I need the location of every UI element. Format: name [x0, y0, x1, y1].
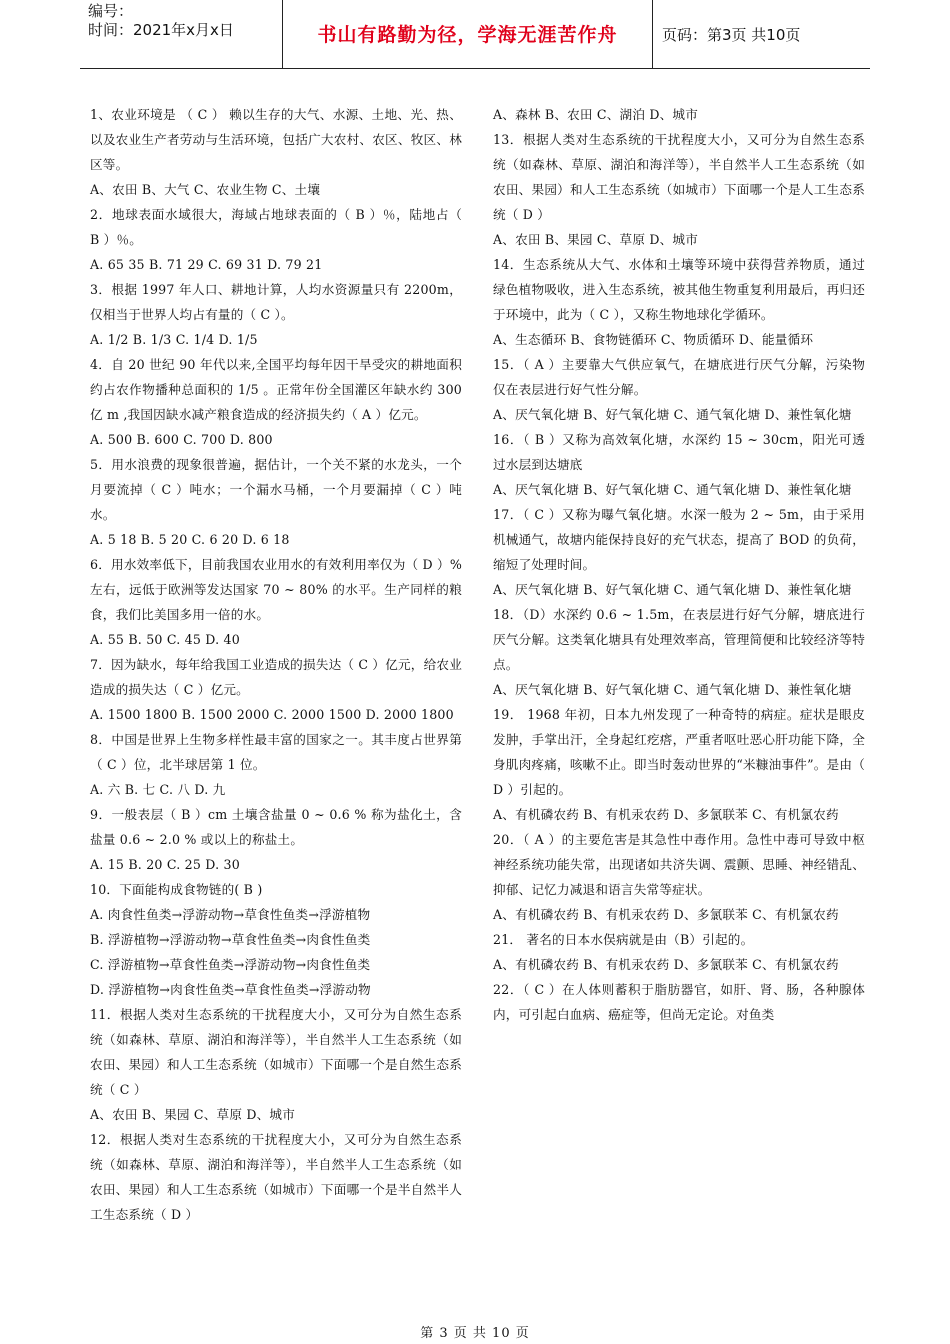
answer-options: A. 65 35 B. 71 29 C. 69 31 D. 79 21	[90, 257, 323, 272]
question-text: 2．地球表面水域很大，海域占地球表面的（ B ）％，陆地占（ B ）％。	[90, 207, 462, 247]
question-text: 12．根据人类对生态系统的干扰程度大小，又可分为自然生态系统（如森林、草原、湖泊和海洋等），半自然半人工生态系统（如农田、果园）和人工生态系统（如城市）下面哪一个是半自然半人工生态系统（ D ）	[90, 1132, 462, 1222]
answer-options: D. 浮游植物→肉食性鱼类→草食性鱼类→浮游动物	[90, 982, 371, 997]
answer-options: A、厌气氧化塘 B、好气氧化塘 C、通气氧化塘 D、兼性氧化塘	[493, 482, 852, 497]
answer-options: A、有机磷农药 B、有机汞农药 D、多氯联苯 C、有机氯农药	[493, 957, 839, 972]
number-label: 编号：	[88, 2, 134, 20]
answer-options: B. 浮游植物→浮游动物→草食性鱼类→肉食性鱼类	[90, 932, 371, 947]
question-text: 14．生态系统从大气、水体和土壤等环境中获得营养物质，通过绿色植物吸收，进入生态系统，被其他生物重复利用最后，再归还于环境中，此为（ C ），又称生物地球化学循环。	[493, 257, 865, 322]
answer-options: A、农田 B、果园 C、草原 D、城市	[493, 232, 699, 247]
question-text: 16．（ B ）又称为高效氧化塘，水深约 15 ~ 30cm，阳光可透过水层到达塘底	[493, 432, 865, 472]
answer-options: A、有机磷农药 B、有机汞农药 D、多氯联苯 C、有机氯农药	[493, 907, 839, 922]
question-text: 18．（D）水深约 0.6 ~ 1.5m，在表层进行好气分解，塘底进行厌气分解。这类氧化塘具有处理效率高，管理简便和比较经济等特点。	[493, 607, 865, 672]
question-text: 4．自 20 世纪 90 年代以来,全国平均每年因干旱受灾的耕地面积约占农作物播种总面积的 1/5 。正常年份全国灌区年缺水约 300 亿 m ,我国因缺水减产粮食造成的经济损失约（ A ）亿元。	[90, 357, 462, 422]
answer-options: A、生态循环 B、食物链循环 C、物质循环 D、能量循环	[493, 332, 814, 347]
question-text: 3．根据 1997 年人口、耕地计算，人均水资源量只有 2200m，仅相当于世界人均占有量的（ C ）。	[90, 282, 462, 322]
answer-options: A. 1/2 B. 1/3 C. 1/4 D. 1/5	[90, 332, 258, 347]
question-text: 10．下面能构成食物链的( B )	[90, 882, 263, 897]
header-meta	[88, 2, 278, 40]
question-text: 8．中国是世界上生物多样性最丰富的国家之一。其丰度占世界第（ C ）位，北半球居第 1 位。	[90, 732, 462, 772]
question-text: 6．用水效率低下，目前我国农业用水的有效利用率仅为（ D ）%左右，远低于欧洲等发达国家 70 ~ 80% 的水平。生产同样的粮食，我们比美国多用一倍的水。	[90, 557, 462, 622]
right-column	[493, 102, 865, 1027]
question-text: 21． 著名的日本水俣病就是由（B）引起的。	[493, 932, 754, 947]
answer-options: C. 浮游植物→草食性鱼类→浮游动物→肉食性鱼类	[90, 957, 371, 972]
answer-options: A、农田 B、大气 C、农业生物 C、土壤	[90, 182, 321, 197]
answer-options: A. 肉食性鱼类→浮游动物→草食性鱼类→浮游植物	[90, 907, 371, 922]
header-page-label: 页码：第3页 共10页	[662, 26, 801, 44]
question-text: 7．因为缺水，每年给我国工业造成的损失达（ C ）亿元，给农业造成的损失达（ C ）亿元。	[90, 657, 462, 697]
question-text: 13．根据人类对生态系统的干扰程度大小，又可分为自然生态系统（如森林、草原、湖泊和海洋等），半自然半人工生态系统（如农田、果园）和人工生态系统（如城市）下面哪一个是人工生态系统（ D ）	[493, 132, 865, 222]
answer-options: A. 55 B. 50 C. 45 D. 40	[90, 632, 240, 647]
answer-options: A. 15 B. 20 C. 25 D. 30	[90, 857, 240, 872]
answer-options: A、厌气氧化塘 B、好气氧化塘 C、通气氧化塘 D、兼性氧化塘	[493, 682, 852, 697]
answer-options: A. 500 B. 600 C. 700 D. 800	[90, 432, 273, 447]
question-text: 22．（ C ）在人体则蓄积于脂肪器官，如肝、肾、肠，各种腺体内，可引起白血病、癌症等，但尚无定论。对鱼类	[493, 982, 865, 1022]
answer-options: A. 5 18 B. 5 20 C. 6 20 D. 6 18	[90, 532, 290, 547]
page-footer: 第 3 页 共 10 页	[420, 1326, 530, 1341]
answer-options: A. 六 B. 七 C. 八 D. 九	[90, 782, 226, 797]
question-text: 15．（ A ）主要靠大气供应氧气，在塘底进行厌气分解，污染物仅在表层进行好气性分解。	[493, 357, 865, 397]
header-divider	[652, 0, 653, 68]
answer-options: A、有机磷农药 B、有机汞农药 D、多氯联苯 C、有机氯农药	[493, 807, 839, 822]
question-text: 11．根据人类对生态系统的干扰程度大小，又可分为自然生态系统（如森林、草原、湖泊和海洋等），半自然半人工生态系统（如农田、果园）和人工生态系统（如城市）下面哪一个是自然生态系统（ C ）	[90, 1007, 462, 1097]
question-text: 9．一般表层（ B ）cm 土壤含盐量 0 ~ 0.6 % 称为盐化土，含盐量 0.6 ~ 2.0 % 或以上的称盐土。	[90, 807, 462, 847]
answer-options: A、厌气氧化塘 B、好气氧化塘 C、通气氧化塘 D、兼性氧化塘	[493, 582, 852, 597]
answer-options: A、森林 B、农田 C、湖泊 D、城市	[493, 107, 699, 122]
answer-options: A. 1500 1800 B. 1500 2000 C. 2000 1500 D. 2000 1800	[90, 707, 454, 722]
header-motto: 书山有路勤为径，学海无涯苦作舟	[317, 24, 618, 46]
answer-options: A、厌气氧化塘 B、好气氧化塘 C、通气氧化塘 D、兼性氧化塘	[493, 407, 852, 422]
question-text: 5．用水浪费的现象很普遍，据估计，一个关不紧的水龙头，一个月要流掉（ C ）吨水；一个漏水马桶，一个月要漏掉（ C ）吨水。	[90, 457, 462, 522]
question-text: 17．（ C ）又称为曝气氧化塘。水深一般为 2 ~ 5m，由于采用机械通气，故塘内能保持良好的充气状态，提高了 BOD 的负荷，缩短了处理时间。	[493, 507, 865, 572]
left-column	[90, 102, 462, 1227]
answer-options: A、农田 B、果园 C、草原 D、城市	[90, 1107, 296, 1122]
question-text: 19． 1968 年初，日本九州发现了一种奇特的病症。症状是眼皮发肿，手掌出汗，全身起红疙瘩，严重者呕吐恶心肝功能下降，全身肌肉疼痛，咳嗽不止。即当时轰动世界的“米糠油事件”。是由（ D ）引起的。	[493, 707, 865, 797]
time-label: 时间：2021年x月x日	[88, 21, 234, 39]
question-text: 20．（ A ）的主要危害是其急性中毒作用。急性中毒可导致中枢神经系统功能失常，出现诸如共济失调、震颤、思睡、神经错乱、抑郁、记忆力减退和语言失常等症状。	[493, 832, 865, 897]
page-header	[80, 0, 870, 69]
question-text: 1、农业环境是 （ C ） 赖以生存的大气、水源、土地、光、热、以及农业生产者劳动与生活环境，包括广大农村、农区、牧区、林区等。	[90, 107, 462, 172]
